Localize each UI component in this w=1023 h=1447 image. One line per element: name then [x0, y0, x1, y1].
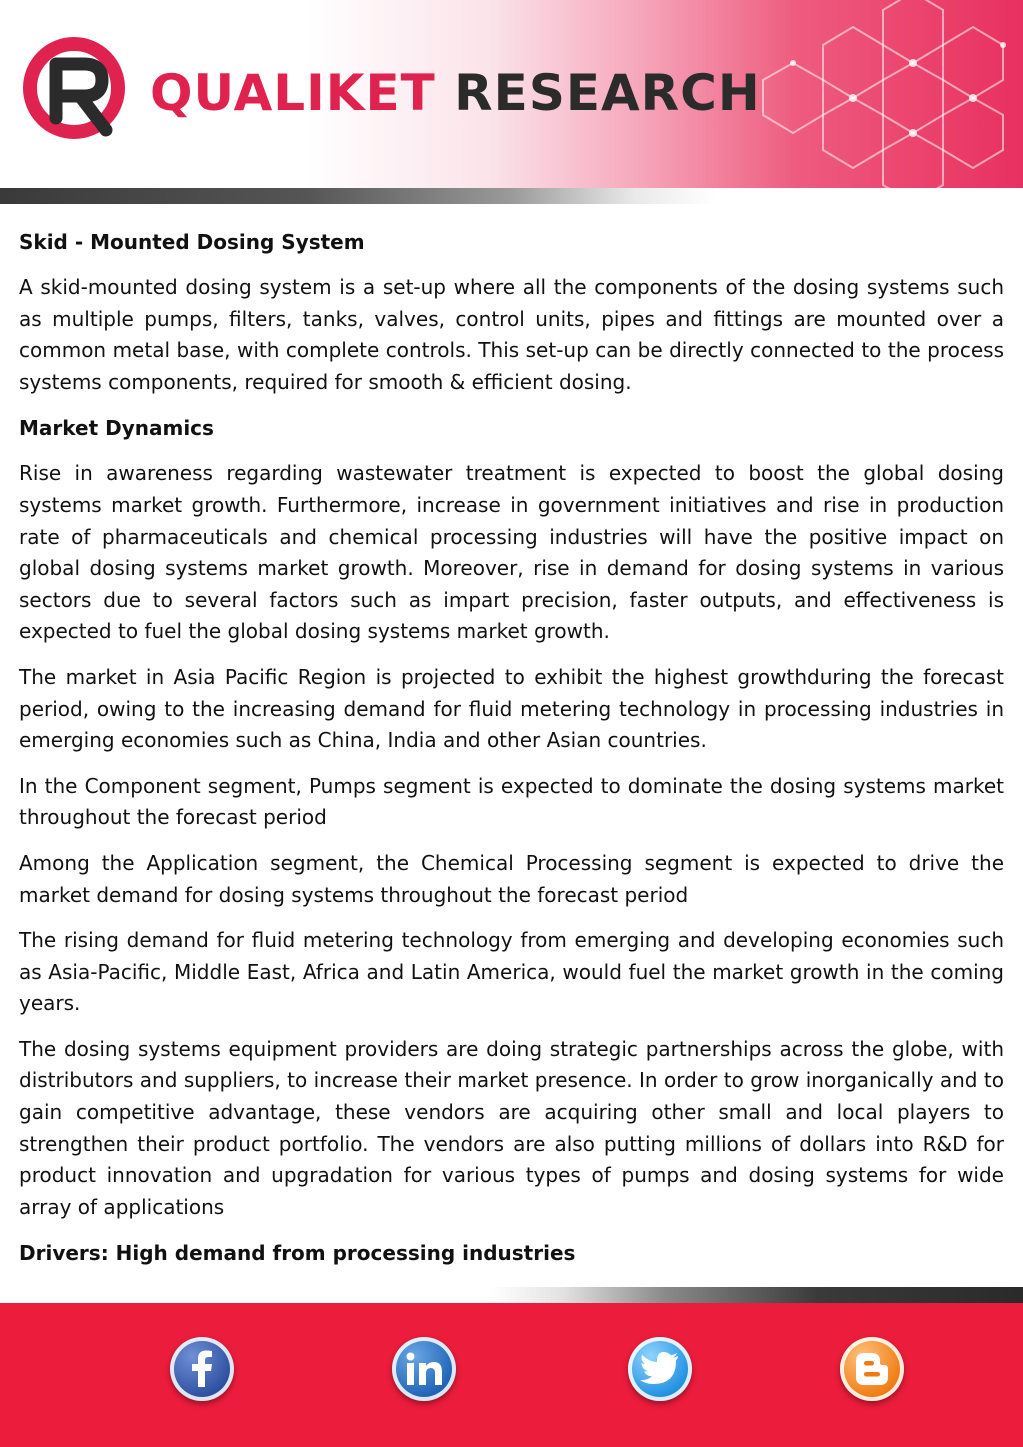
paragraph: Rise in awareness regarding wastewater treatment is expected to boost the global dosing systems market growth. Furthermore, increase in government initiatives and rise in production rate of pharmaceuticals and chemical processing industries will have the positive impact on global dosing systems market growth. Moreover, rise in demand for dosing systems in various sectors due to several factors such as impart precision, faster outputs, and effectiveness is expected to fuel the global dosing systems market growth. — [19, 461, 1004, 644]
paragraph: Among the Application segment, the Chemical Processing segment is expected to drive the market demand for dosing systems throughout the forecast period — [19, 850, 1004, 907]
blogger-icon[interactable] — [840, 1337, 904, 1401]
section-heading: Skid - Mounted Dosing System — [19, 230, 365, 254]
twitter-icon[interactable] — [628, 1337, 692, 1401]
page-header — [0, 0, 1023, 192]
header-divider — [0, 188, 1023, 204]
section-heading: Drivers: High demand from processing industries — [19, 1241, 576, 1266]
brand-name — [150, 58, 761, 128]
paragraph: A skid-mounted dosing system is a set-up where all the components of the dosing systems such as multiple pumps, filters, tanks, valves, control units, pipes and fittings are mounted over a common metal base, with complete controls. This set-up can be directly connected to the process systems components, required for smooth & efficient dosing. — [19, 275, 1004, 394]
paragraph: The dosing systems equipment providers are doing strategic partnerships across the globe, with distributors and suppliers, to increase their market presence. In order to grow inorganically and to gain competitive advantage, these vendors are acquiring other small and local players to strengthen their product portfolio. The vendors are also putting millions of dollars into R&D for product innovation and upgradation for various types of pumps and dosing systems for wide array of applications — [19, 1036, 1004, 1219]
paragraph: The rising demand for fluid metering technology from emerging and developing economies such as Asia-Pacific, Middle East, Africa and Latin America, would fuel the market growth in the coming years. — [19, 928, 1004, 1016]
brand-name-part1: QUALIKET — [150, 64, 436, 122]
paragraph: In the Component segment, Pumps segment is expected to dominate the dosing systems market throughout the forecast period — [19, 773, 1004, 830]
document-body — [19, 226, 1004, 1283]
section-heading: Market Dynamics — [19, 416, 214, 441]
linkedin-icon[interactable] — [392, 1337, 456, 1401]
facebook-icon[interactable] — [170, 1337, 234, 1401]
paragraph: The market in Asia Pacific Region is projected to exhibit the highest growthduring the forecast period, owing to the increasing demand for fluid metering technology in processing industries in emerging economies such as China, India and other Asian countries. — [19, 664, 1004, 753]
qr-logo-icon — [22, 34, 142, 155]
footer-divider — [0, 1287, 1023, 1303]
brand-name-part2: RESEARCH — [454, 64, 761, 122]
